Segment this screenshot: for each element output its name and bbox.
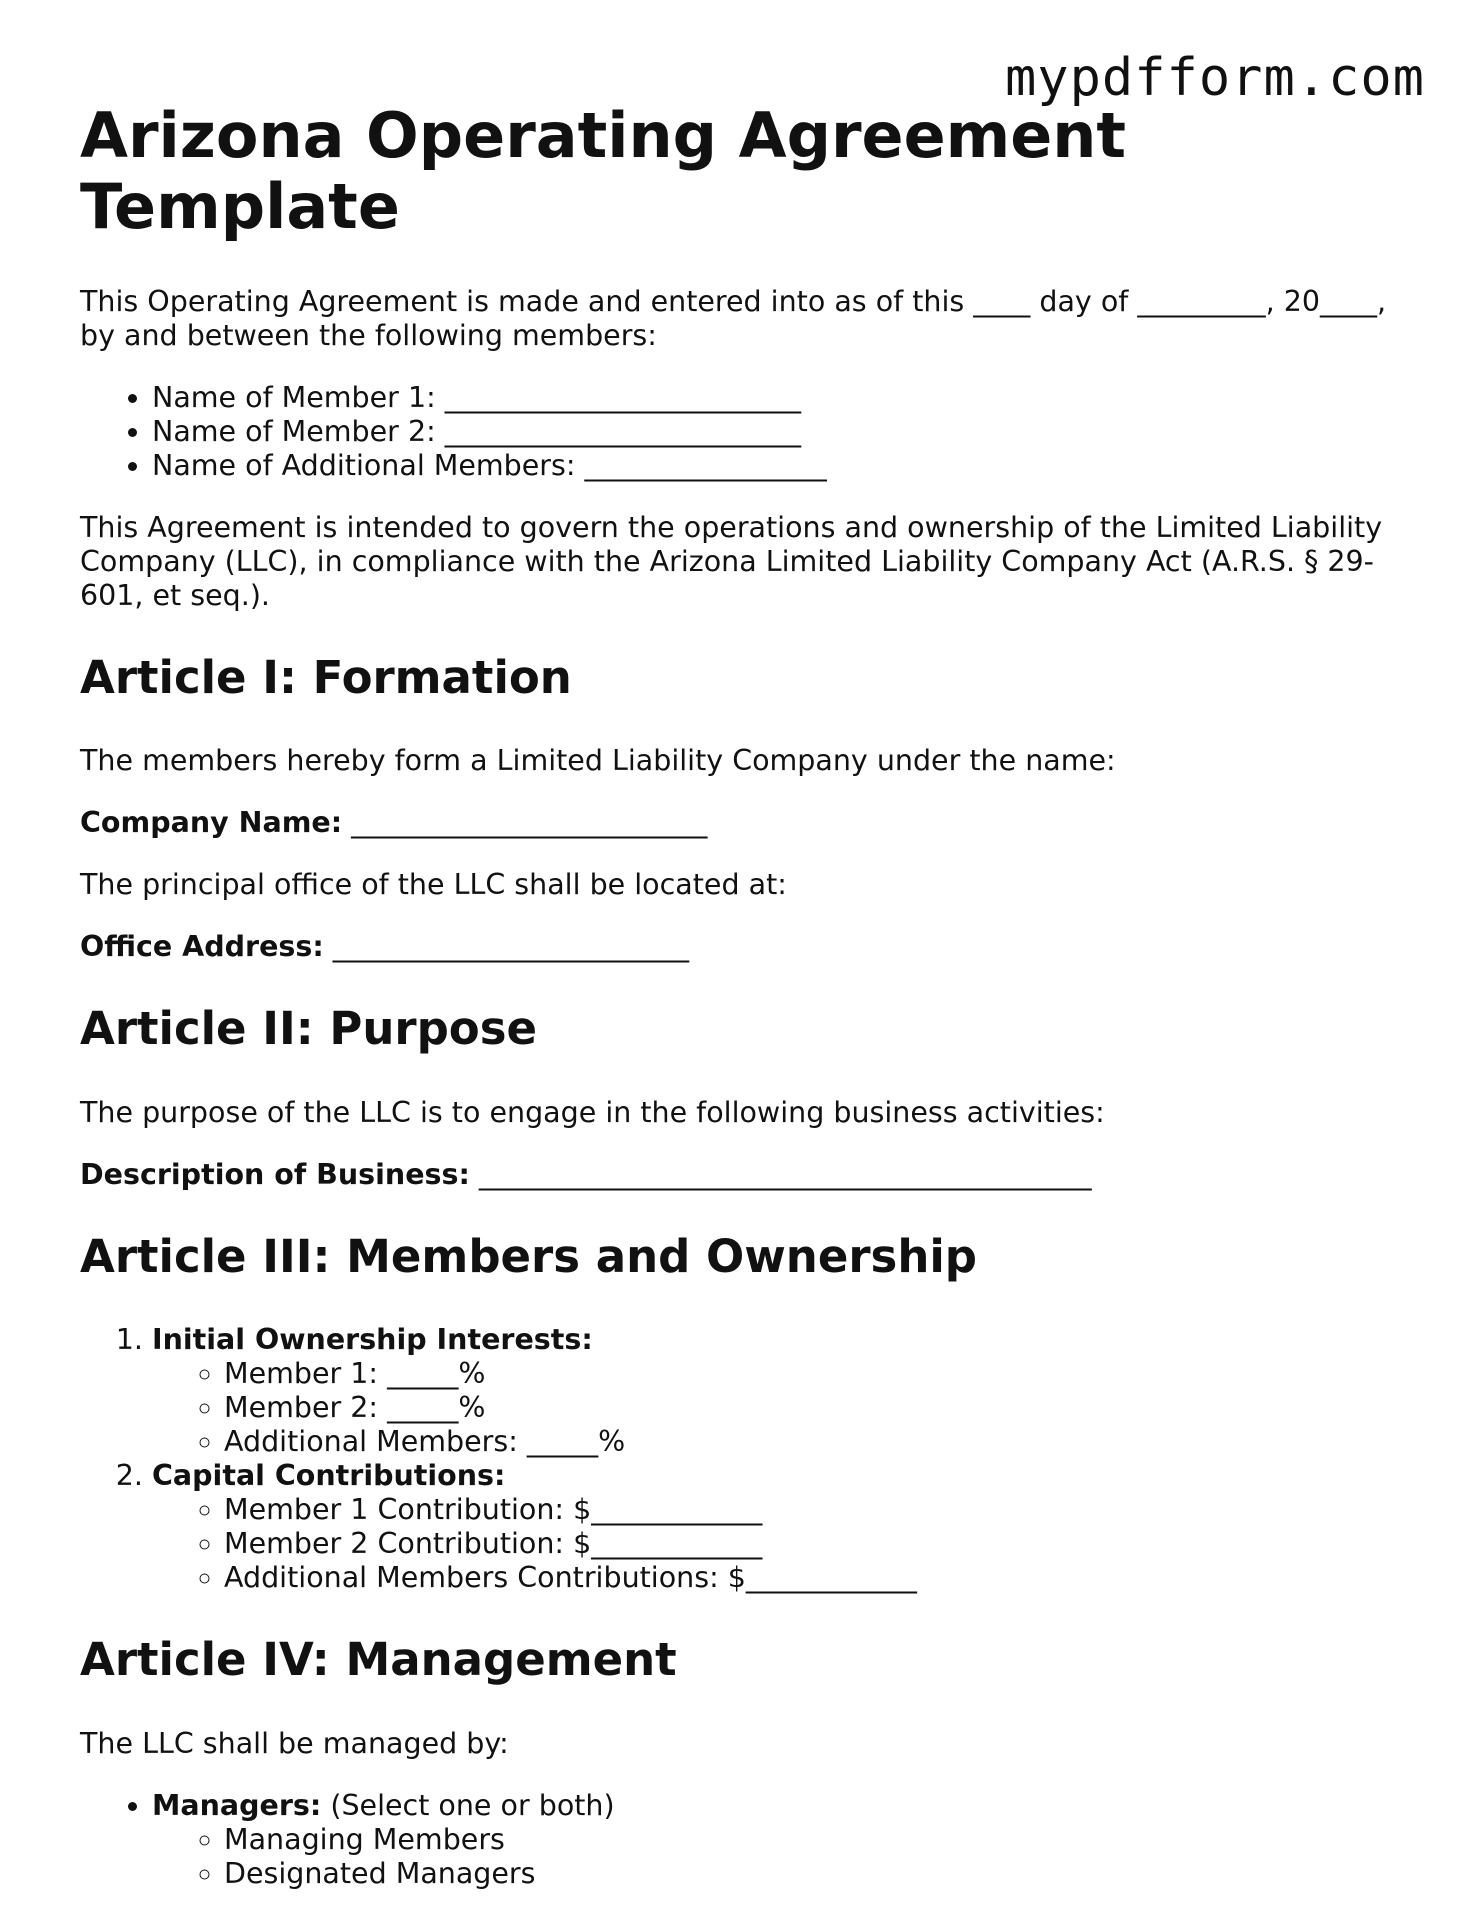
ownership-sublist xyxy=(152,1357,1400,1459)
article-1-heading: Article I: Formation xyxy=(80,650,572,704)
office-address-label: Office Address: xyxy=(80,930,324,964)
list-item: ◦ Designated Managers xyxy=(224,1857,1400,1891)
article-3-heading: Article III: Members and Ownership xyxy=(80,1229,978,1283)
ownership-interests-label: Initial Ownership Interests: xyxy=(152,1323,593,1357)
management-list xyxy=(80,1789,1400,1891)
formation-text: The members hereby form a Limited Liability Company under the name: xyxy=(80,744,1116,778)
member-names-list xyxy=(80,381,1400,483)
article-4-heading: Article IV: Management xyxy=(80,1633,677,1687)
list-item: ◦ Additional Members Contributions: $____________ xyxy=(224,1561,1400,1595)
managers-note: (Select one or both) xyxy=(321,1788,615,1822)
list-item: • Name of Additional Members: _________________ xyxy=(152,449,1400,483)
capital-sublist xyxy=(152,1493,1400,1595)
company-name-blank: _________________________ xyxy=(342,806,708,840)
list-item: • Name of Member 1: _________________________ xyxy=(152,381,1400,415)
company-name-field xyxy=(80,806,1400,840)
office-address-field xyxy=(80,930,1400,964)
management-text: The LLC shall be managed by: xyxy=(80,1726,509,1760)
capital-contributions-label: Capital Contributions: xyxy=(152,1459,506,1493)
business-description-field xyxy=(80,1158,1400,1192)
list-item xyxy=(152,1789,1400,1891)
list-item: ◦ Member 2: _____% xyxy=(224,1391,1400,1425)
managers-label: Managers: xyxy=(152,1788,322,1822)
list-item xyxy=(152,1323,1400,1459)
business-description-blank: ___________________________________________ xyxy=(469,1157,1092,1191)
list-item: ◦ Additional Members: _____% xyxy=(224,1425,1400,1459)
list-item: ◦ Managing Members xyxy=(224,1823,1400,1857)
purpose-text: The purpose of the LLC is to engage in the following business activities: xyxy=(80,1095,1105,1129)
office-address-blank: _________________________ xyxy=(323,930,690,964)
list-item xyxy=(152,1459,1400,1595)
ownership-list xyxy=(80,1323,1400,1595)
list-item: ◦ Member 2 Contribution: $____________ xyxy=(224,1527,1400,1561)
intro-paragraph: This Operating Agreement is made and entered into as of this ____ day of _________, 20____, by and between the following members: xyxy=(80,284,1387,352)
list-item: ◦ Member 1 Contribution: $____________ xyxy=(224,1493,1400,1527)
company-name-label: Company Name: xyxy=(80,806,343,840)
watermark: mypdfform.com xyxy=(1005,48,1425,108)
business-description-label: Description of Business: xyxy=(80,1157,470,1191)
article-2-heading: Article II: Purpose xyxy=(80,1002,538,1056)
purpose-statement: This Agreement is intended to govern the operations and ownership of the Limited Liability Company (LLC), in compliance with the Arizona Limited Liability Company Act (A.R.S. § 29-601, et seq.). xyxy=(80,510,1383,612)
document-title: Arizona Operating Agreement Template xyxy=(80,99,1127,244)
office-location-text: The principal office of the LLC shall be located at: xyxy=(80,868,787,902)
list-item: • Name of Member 2: _________________________ xyxy=(152,415,1400,449)
document-page xyxy=(80,100,1400,1919)
managers-options xyxy=(152,1823,1400,1891)
list-item: ◦ Member 1: _____% xyxy=(224,1357,1400,1391)
